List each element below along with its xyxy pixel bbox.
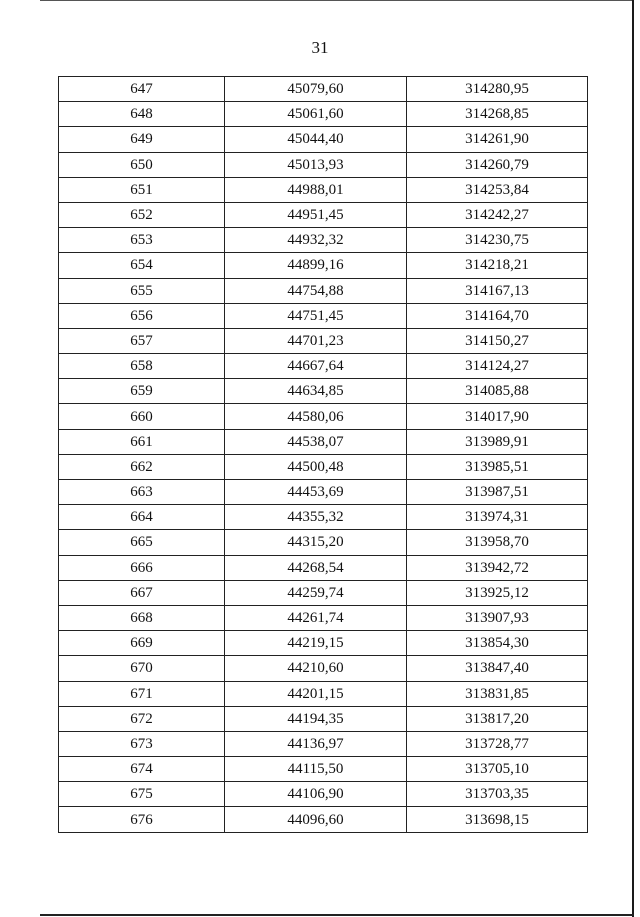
y-coordinate-cell: 313925,12: [407, 580, 588, 605]
table-row: [59, 555, 588, 580]
point-number-cell: 667: [59, 580, 225, 605]
page-number: 31: [311, 38, 329, 57]
y-coordinate-cell: 313942,72: [407, 555, 588, 580]
y-coordinate-cell: 314261,90: [407, 127, 588, 152]
x-coordinate-cell: 45044,40: [225, 127, 407, 152]
x-coordinate-cell: 44899,16: [225, 253, 407, 278]
y-coordinate-cell: 313698,15: [407, 807, 588, 832]
y-coordinate-cell: 313817,20: [407, 706, 588, 731]
point-number-cell: 652: [59, 202, 225, 227]
point-number-cell: 647: [59, 77, 225, 102]
table-row: [59, 631, 588, 656]
point-number-cell: 651: [59, 177, 225, 202]
point-number-cell: 660: [59, 404, 225, 429]
coordinates-table-body: [59, 77, 588, 833]
point-number-cell: 657: [59, 328, 225, 353]
x-coordinate-cell: 44268,54: [225, 555, 407, 580]
y-coordinate-cell: 313989,91: [407, 429, 588, 454]
x-coordinate-cell: 44988,01: [225, 177, 407, 202]
x-coordinate-cell: 45061,60: [225, 102, 407, 127]
scan-edge-top: [40, 0, 632, 1]
point-number-cell: 668: [59, 605, 225, 630]
y-coordinate-cell: 313985,51: [407, 454, 588, 479]
x-coordinate-cell: 44751,45: [225, 303, 407, 328]
scan-edge-bottom: [40, 914, 634, 916]
x-coordinate-cell: 44754,88: [225, 278, 407, 303]
table-row: [59, 354, 588, 379]
point-number-cell: 659: [59, 379, 225, 404]
y-coordinate-cell: 314124,27: [407, 354, 588, 379]
x-coordinate-cell: 44194,35: [225, 706, 407, 731]
y-coordinate-cell: 314242,27: [407, 202, 588, 227]
scan-edge-right: [632, 0, 634, 917]
table-row: [59, 328, 588, 353]
y-coordinate-cell: 313974,31: [407, 505, 588, 530]
y-coordinate-cell: 313831,85: [407, 681, 588, 706]
y-coordinate-cell: 314280,95: [407, 77, 588, 102]
point-number-cell: 650: [59, 152, 225, 177]
point-number-cell: 669: [59, 631, 225, 656]
coordinates-table: [58, 76, 588, 833]
x-coordinate-cell: 44932,32: [225, 228, 407, 253]
x-coordinate-cell: 44500,48: [225, 454, 407, 479]
point-number-cell: 671: [59, 681, 225, 706]
point-number-cell: 663: [59, 480, 225, 505]
y-coordinate-cell: 314085,88: [407, 379, 588, 404]
y-coordinate-cell: 313703,35: [407, 782, 588, 807]
y-coordinate-cell: 314150,27: [407, 328, 588, 353]
point-number-cell: 674: [59, 757, 225, 782]
point-number-cell: 672: [59, 706, 225, 731]
x-coordinate-cell: 44136,97: [225, 731, 407, 756]
table-row: [59, 278, 588, 303]
x-coordinate-cell: 44701,23: [225, 328, 407, 353]
table-row: [59, 404, 588, 429]
point-number-cell: 666: [59, 555, 225, 580]
y-coordinate-cell: 314218,21: [407, 253, 588, 278]
y-coordinate-cell: 314268,85: [407, 102, 588, 127]
x-coordinate-cell: 44210,60: [225, 656, 407, 681]
table-row: [59, 202, 588, 227]
x-coordinate-cell: 44261,74: [225, 605, 407, 630]
y-coordinate-cell: 313847,40: [407, 656, 588, 681]
point-number-cell: 648: [59, 102, 225, 127]
x-coordinate-cell: 44259,74: [225, 580, 407, 605]
y-coordinate-cell: 314164,70: [407, 303, 588, 328]
table-row: [59, 303, 588, 328]
point-number-cell: 656: [59, 303, 225, 328]
x-coordinate-cell: 44538,07: [225, 429, 407, 454]
y-coordinate-cell: 313728,77: [407, 731, 588, 756]
point-number-cell: 676: [59, 807, 225, 832]
table-row: [59, 454, 588, 479]
table-row: [59, 253, 588, 278]
table-row: [59, 228, 588, 253]
table-row: [59, 706, 588, 731]
x-coordinate-cell: 44634,85: [225, 379, 407, 404]
table-row: [59, 102, 588, 127]
table-row: [59, 379, 588, 404]
table-row: [59, 580, 588, 605]
point-number-cell: 665: [59, 530, 225, 555]
x-coordinate-cell: 44201,15: [225, 681, 407, 706]
table-row: [59, 505, 588, 530]
y-coordinate-cell: 313854,30: [407, 631, 588, 656]
point-number-cell: 675: [59, 782, 225, 807]
x-coordinate-cell: 44355,32: [225, 505, 407, 530]
point-number-cell: 649: [59, 127, 225, 152]
table-row: [59, 656, 588, 681]
table-row: [59, 782, 588, 807]
x-coordinate-cell: 44106,90: [225, 782, 407, 807]
x-coordinate-cell: 45013,93: [225, 152, 407, 177]
y-coordinate-cell: 313987,51: [407, 480, 588, 505]
y-coordinate-cell: 313907,93: [407, 605, 588, 630]
table-row: [59, 757, 588, 782]
point-number-cell: 654: [59, 253, 225, 278]
y-coordinate-cell: 313958,70: [407, 530, 588, 555]
point-number-cell: 670: [59, 656, 225, 681]
y-coordinate-cell: 314167,13: [407, 278, 588, 303]
y-coordinate-cell: 313705,10: [407, 757, 588, 782]
point-number-cell: 658: [59, 354, 225, 379]
x-coordinate-cell: 44453,69: [225, 480, 407, 505]
y-coordinate-cell: 314253,84: [407, 177, 588, 202]
table-row: [59, 681, 588, 706]
table-row: [59, 429, 588, 454]
table-row: [59, 530, 588, 555]
point-number-cell: 661: [59, 429, 225, 454]
table-row: [59, 77, 588, 102]
table-row: [59, 605, 588, 630]
x-coordinate-cell: 44219,15: [225, 631, 407, 656]
point-number-cell: 655: [59, 278, 225, 303]
x-coordinate-cell: 44315,20: [225, 530, 407, 555]
table-row: [59, 731, 588, 756]
y-coordinate-cell: 314017,90: [407, 404, 588, 429]
x-coordinate-cell: 44951,45: [225, 202, 407, 227]
point-number-cell: 662: [59, 454, 225, 479]
table-row: [59, 480, 588, 505]
table-row: [59, 807, 588, 832]
x-coordinate-cell: 44667,64: [225, 354, 407, 379]
x-coordinate-cell: 44580,06: [225, 404, 407, 429]
table-row: [59, 127, 588, 152]
y-coordinate-cell: 314230,75: [407, 228, 588, 253]
point-number-cell: 653: [59, 228, 225, 253]
table-row: [59, 177, 588, 202]
y-coordinate-cell: 314260,79: [407, 152, 588, 177]
x-coordinate-cell: 44115,50: [225, 757, 407, 782]
x-coordinate-cell: 44096,60: [225, 807, 407, 832]
point-number-cell: 664: [59, 505, 225, 530]
table-row: [59, 152, 588, 177]
point-number-cell: 673: [59, 731, 225, 756]
x-coordinate-cell: 45079,60: [225, 77, 407, 102]
